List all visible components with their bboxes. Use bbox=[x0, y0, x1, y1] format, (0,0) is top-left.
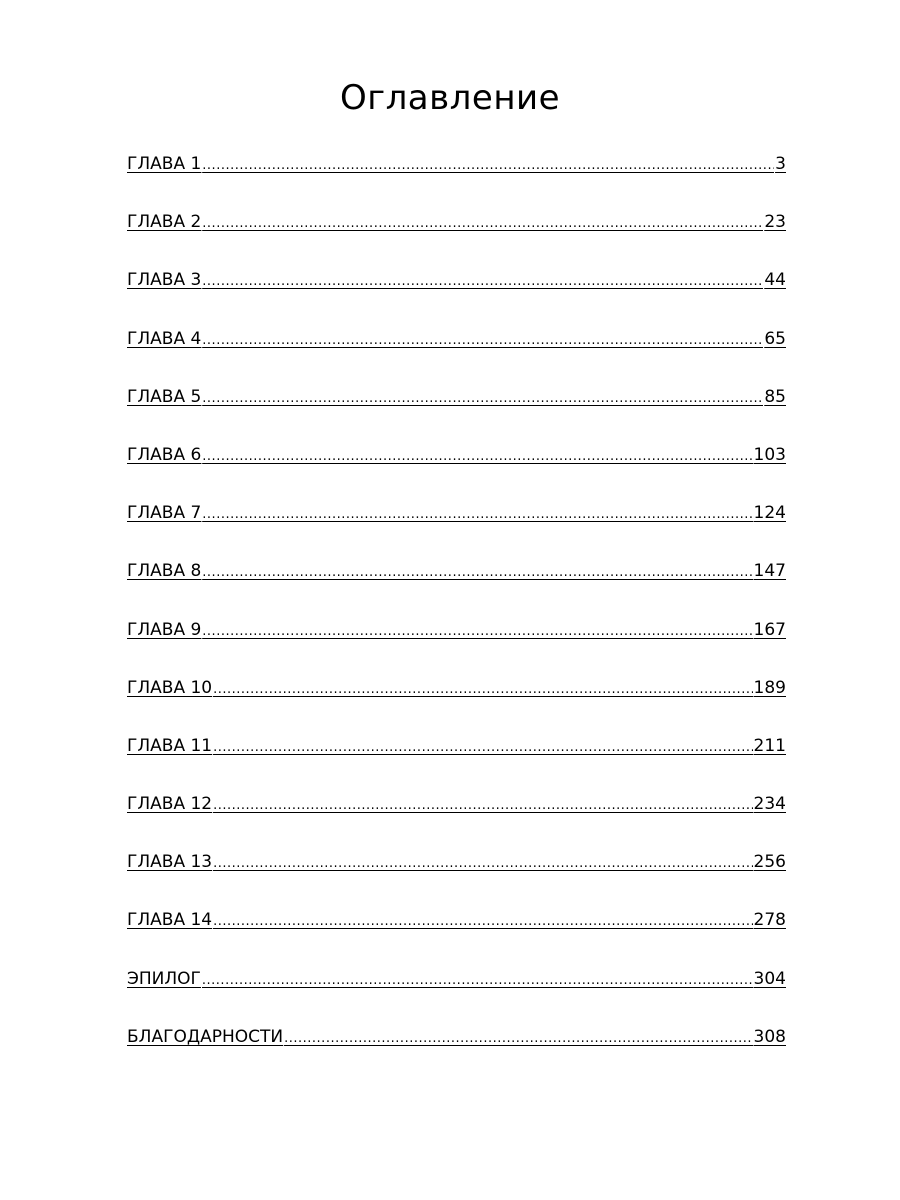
toc-entry-page-number: 3 bbox=[775, 154, 786, 174]
dot-leader bbox=[284, 1031, 752, 1046]
toc-entry-page-number: 44 bbox=[764, 270, 786, 291]
toc-entry[interactable] bbox=[127, 852, 786, 910]
toc-entry[interactable] bbox=[127, 620, 786, 678]
toc-entry-page-number: 85 bbox=[764, 386, 786, 407]
toc-entry[interactable] bbox=[127, 1027, 786, 1085]
dot-leader bbox=[202, 973, 753, 988]
toc-entry-page-number: 278 bbox=[753, 910, 786, 931]
toc-entry-label: БЛАГОДАРНОСТИ bbox=[127, 1026, 284, 1047]
toc-entry-page-number: 308 bbox=[753, 1026, 786, 1047]
dot-leader bbox=[202, 216, 763, 231]
dot-leader bbox=[202, 274, 763, 289]
toc-entry-page-number: 147 bbox=[753, 561, 786, 582]
toc-entry-page-number: 124 bbox=[753, 503, 786, 524]
toc-entry-page-number: 211 bbox=[753, 735, 786, 756]
dot-leader bbox=[213, 914, 752, 929]
toc-entry-label: ГЛАВА 13 bbox=[127, 852, 213, 873]
dot-leader bbox=[202, 507, 752, 522]
toc-entry[interactable] bbox=[127, 910, 786, 968]
toc-entry[interactable] bbox=[127, 969, 786, 1027]
dot-leader bbox=[202, 449, 752, 464]
dot-leader bbox=[213, 856, 752, 871]
dot-leader bbox=[202, 333, 763, 348]
toc-entry-page-number: 234 bbox=[753, 794, 786, 815]
toc-entry-label: ГЛАВА 4 bbox=[127, 328, 202, 349]
toc-entry-page-number: 256 bbox=[753, 852, 786, 873]
toc-entry-label: ГЛАВА 11 bbox=[127, 735, 213, 756]
toc-entry-page-number: 103 bbox=[753, 444, 786, 465]
toc-entry[interactable] bbox=[127, 154, 786, 212]
toc-entry-label: ГЛАВА 5 bbox=[127, 386, 202, 407]
page-title: Оглавление bbox=[339, 78, 561, 118]
toc-entry-label: ГЛАВА 3 bbox=[127, 270, 202, 291]
dot-leader bbox=[202, 624, 752, 639]
table-of-contents bbox=[127, 154, 786, 1085]
toc-entry-page-number: 23 bbox=[764, 212, 786, 233]
dot-leader bbox=[213, 798, 752, 813]
toc-entry-label: ГЛАВА 7 bbox=[127, 503, 202, 524]
toc-entry[interactable] bbox=[127, 329, 786, 387]
toc-entry[interactable] bbox=[127, 445, 786, 503]
toc-entry-label: ГЛАВА 6 bbox=[127, 444, 202, 465]
toc-entry-page-number: 167 bbox=[753, 619, 786, 640]
toc-entry-label: ГЛАВА 10 bbox=[127, 677, 213, 698]
toc-entry[interactable] bbox=[127, 794, 786, 852]
toc-entry[interactable] bbox=[127, 678, 786, 736]
toc-entry-label: ГЛАВА 1 bbox=[127, 154, 202, 174]
toc-entry-page-number: 189 bbox=[753, 677, 786, 698]
toc-entry-label: ГЛАВА 12 bbox=[127, 794, 213, 815]
toc-entry-label: ГЛАВА 2 bbox=[127, 212, 202, 233]
toc-entry[interactable] bbox=[127, 270, 786, 328]
dot-leader bbox=[213, 682, 752, 697]
toc-entry-label: ГЛАВА 14 bbox=[127, 910, 213, 931]
dot-leader bbox=[202, 158, 774, 173]
dot-leader bbox=[202, 391, 763, 406]
toc-entry-label: ЭПИЛОГ bbox=[127, 968, 201, 989]
dot-leader bbox=[202, 565, 752, 580]
toc-entry-label: ГЛАВА 9 bbox=[127, 619, 202, 640]
toc-entry-page-number: 304 bbox=[753, 968, 786, 989]
dot-leader bbox=[213, 740, 752, 755]
toc-entry[interactable] bbox=[127, 503, 786, 561]
toc-entry[interactable] bbox=[127, 561, 786, 619]
toc-entry[interactable] bbox=[127, 387, 786, 445]
toc-entry-label: ГЛАВА 8 bbox=[127, 561, 202, 582]
toc-entry-page-number: 65 bbox=[764, 328, 786, 349]
toc-entry[interactable] bbox=[127, 736, 786, 794]
toc-entry[interactable] bbox=[127, 212, 786, 270]
